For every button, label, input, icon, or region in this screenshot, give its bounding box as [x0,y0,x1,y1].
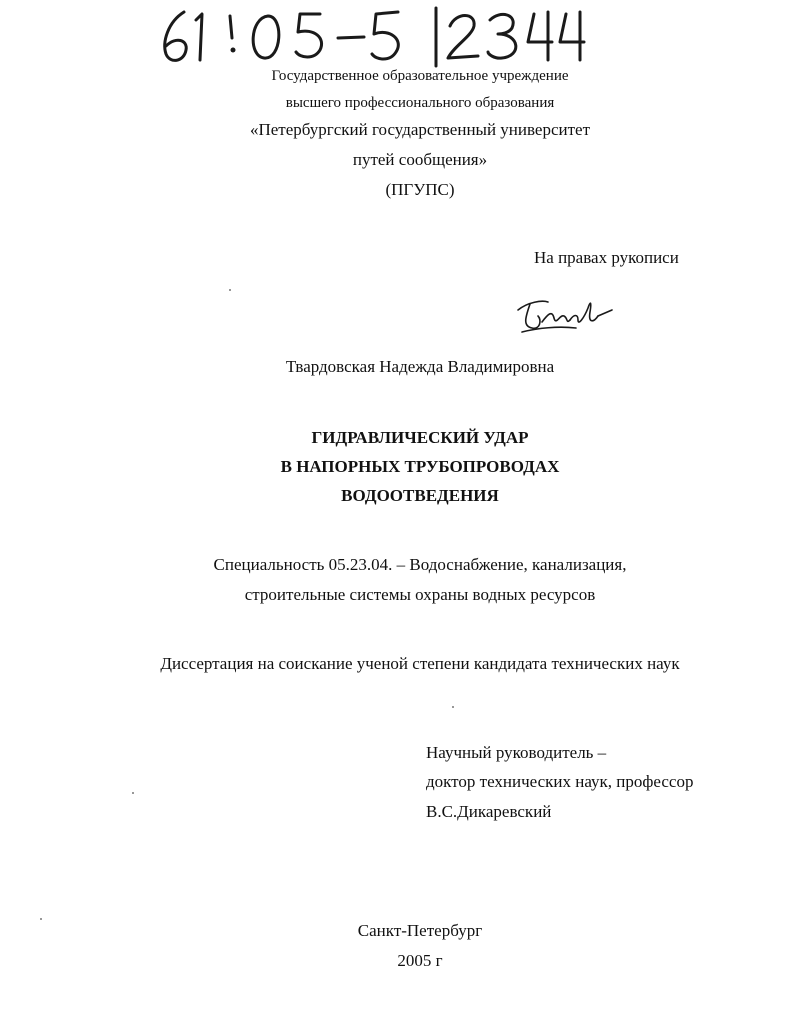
footer-city: Санкт-Петербург [357,921,483,940]
specialty-line-1: Специальность 05.23.04. – Водоснабжение, канализация, [213,555,627,574]
supervisor-name: В.С.Дикаревский [426,802,552,821]
institution-line-3: «Петербургский государственный университет [249,120,591,139]
supervisor-degree: доктор технических наук, профессор [426,772,694,791]
specialty-line-2: строительные системы охраны водных ресурсов [244,585,596,604]
dissertation-statement: Диссертация на соискание ученой степени кандидата технических наук [160,654,680,673]
author-signature [508,288,618,338]
scan-speck [40,918,42,920]
institution-abbreviation: (ПГУПС) [385,180,455,199]
title-line-1: ГИДРАВЛИЧЕСКИЙ УДАР [311,428,529,447]
scan-speck [229,289,231,291]
footer-year: 2005 г [397,951,443,970]
supervisor-role: Научный руководитель – [426,743,607,762]
scan-speck [452,706,454,708]
manuscript-rights-label: На правах рукописи [534,248,679,267]
author-name: Твардовская Надежда Владимировна [285,357,555,376]
title-line-3: ВОДООТВЕДЕНИЯ [341,486,499,505]
handwritten-archive-code [150,2,590,68]
institution-line-4: путей сообщения» [352,150,488,169]
title-line-2: В НАПОРНЫХ ТРУБОПРОВОДАХ [280,457,560,476]
institution-line-1: Государственное образовательное учреждение [271,68,569,84]
scan-speck [132,792,134,794]
institution-line-2: высшего профессионального образования [285,95,555,111]
